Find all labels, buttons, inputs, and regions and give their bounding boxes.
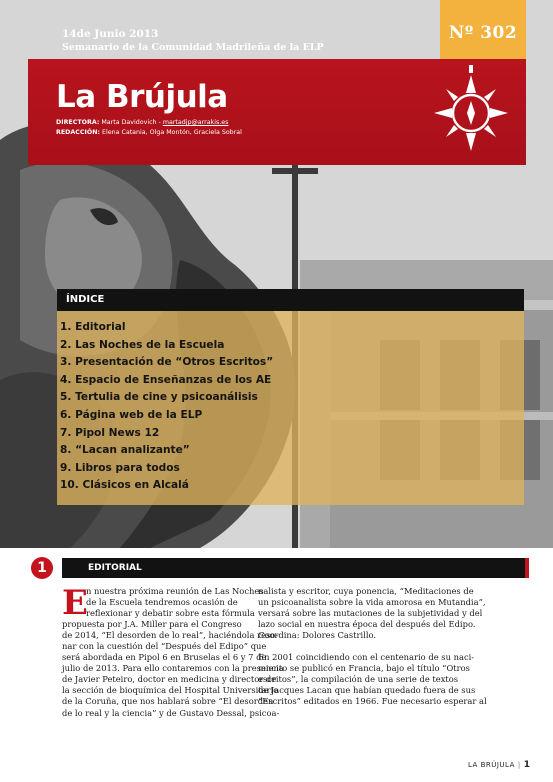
text-line: En 2001 coincidiendo con el centenario de su naci- xyxy=(258,652,475,663)
compass-rose-icon xyxy=(432,63,510,163)
text-line: la sección de bioquímica del Hospital Universitario xyxy=(62,685,279,696)
text-line: será abordada en Pipol 6 en Bruselas el 6 y 7 de xyxy=(62,652,267,663)
director-email-link[interactable]: martadjp@arrakis.es xyxy=(162,119,229,126)
tagline: Semanario de la Comunidad Madrileña de la ELP xyxy=(62,42,324,53)
index-item-libros[interactable]: 9. Libros para todos xyxy=(60,461,180,474)
heading-accent xyxy=(525,558,529,578)
index-item-noches[interactable]: 2. Las Noches de la Escuela xyxy=(60,338,225,351)
issue-number: Nº 302 xyxy=(448,23,518,43)
footer-publication: LA BRÚJULA xyxy=(468,761,515,769)
page-number: 1 xyxy=(523,760,531,770)
masthead-banner xyxy=(28,59,526,165)
index-item-otros-escritos[interactable]: 3. Presentación de “Otros Escritos” xyxy=(60,356,274,369)
index-heading: ÍNDICE xyxy=(57,289,524,311)
issue-badge xyxy=(440,0,526,66)
section-number-badge: 1 xyxy=(31,557,53,579)
text-line: reflexionar y debatir sobre esta fórmula xyxy=(86,608,255,619)
text-line: de la Escuela tendremos ocasión de xyxy=(86,597,238,608)
director-name: Marta Davidovich - xyxy=(101,119,163,126)
text-line: “Escritos” editados en 1966. Fue necesario esperar al xyxy=(258,696,487,707)
paragraph-gap xyxy=(258,641,501,652)
director-label: DIRECTORA: xyxy=(56,119,100,126)
text-line: escritos”, la compilación de una serie de textos xyxy=(258,674,459,685)
issue-date: 14de Junio 2013 xyxy=(62,28,159,40)
text-line: miento se publicó en Francia, bajo el título “Otros xyxy=(258,663,470,674)
index-item-pipol-news[interactable]: 7. Pipol News 12 xyxy=(60,426,160,439)
index-list xyxy=(57,311,524,495)
editors-label: REDACCIÓN: xyxy=(56,129,100,136)
text-line: julio de 2013. Para ello contaremos con la presencia xyxy=(62,663,284,674)
section-heading-bar xyxy=(62,558,525,578)
text-line: de la Coruña, que nos hablará sobre “El desorden xyxy=(62,696,274,707)
index-item-tertulia[interactable]: 5. Tertulia de cine y psicoanálisis xyxy=(60,391,258,404)
editorial-column-2 xyxy=(258,586,501,707)
text-line: n nuestra próxima reunión de Las Noches xyxy=(86,586,264,596)
index-item-ensenanzas[interactable]: 4. Espacio de Enseñanzas de los AE xyxy=(60,373,272,386)
masthead-title: La Brújula xyxy=(56,79,228,115)
text-line: de Jacques Lacan que habían quedado fuera de sus xyxy=(258,685,476,696)
index-panel xyxy=(57,311,524,505)
footer-separator: | xyxy=(517,761,521,769)
editors-line xyxy=(56,129,242,136)
text-line: de lo real y la ciencia” y de Gustavo Dessal, psicoa- xyxy=(62,707,280,718)
index-item-editorial[interactable]: 1. Editorial xyxy=(60,321,126,333)
section-heading: EDITORIAL xyxy=(88,563,142,573)
text-line: versará sobre las mutaciones de la subjetividad y del xyxy=(258,608,483,619)
text-line: de Javier Peteiro, doctor en medicina y director de xyxy=(62,674,277,685)
editorial-column-1 xyxy=(62,583,284,719)
text-line: de 2014, “El desorden de lo real”, haciéndola reso- xyxy=(62,630,279,641)
editors-names: Elena Catania, Olga Montón, Graciela Sobral xyxy=(102,129,242,136)
director-line xyxy=(56,119,228,126)
text-line: nalista y escritor, cuya ponencia, “Meditaciones de xyxy=(258,586,474,596)
index-item-lacan-analizante[interactable]: 8. “Lacan analizante” xyxy=(60,444,190,457)
text-line: un psicoanalista sobre la vida amorosa en Mutandia”, xyxy=(258,597,486,608)
index-item-pagina-web[interactable]: 6. Página web de la ELP xyxy=(60,408,203,421)
page-footer xyxy=(468,760,531,770)
index-item-clasicos[interactable]: 10. Clásicos en Alcalá xyxy=(60,479,189,492)
text-line: Coordina: Dolores Castrillo. xyxy=(258,630,377,641)
text-line: lazo social en nuestra época del después del Edipo. xyxy=(258,619,476,630)
drop-cap: E xyxy=(62,583,88,623)
text-line: propuesta por J.A. Miller para el Congreso xyxy=(62,619,242,630)
text-line: nar con la cuestión del “Después del Edipo” que xyxy=(62,641,267,652)
